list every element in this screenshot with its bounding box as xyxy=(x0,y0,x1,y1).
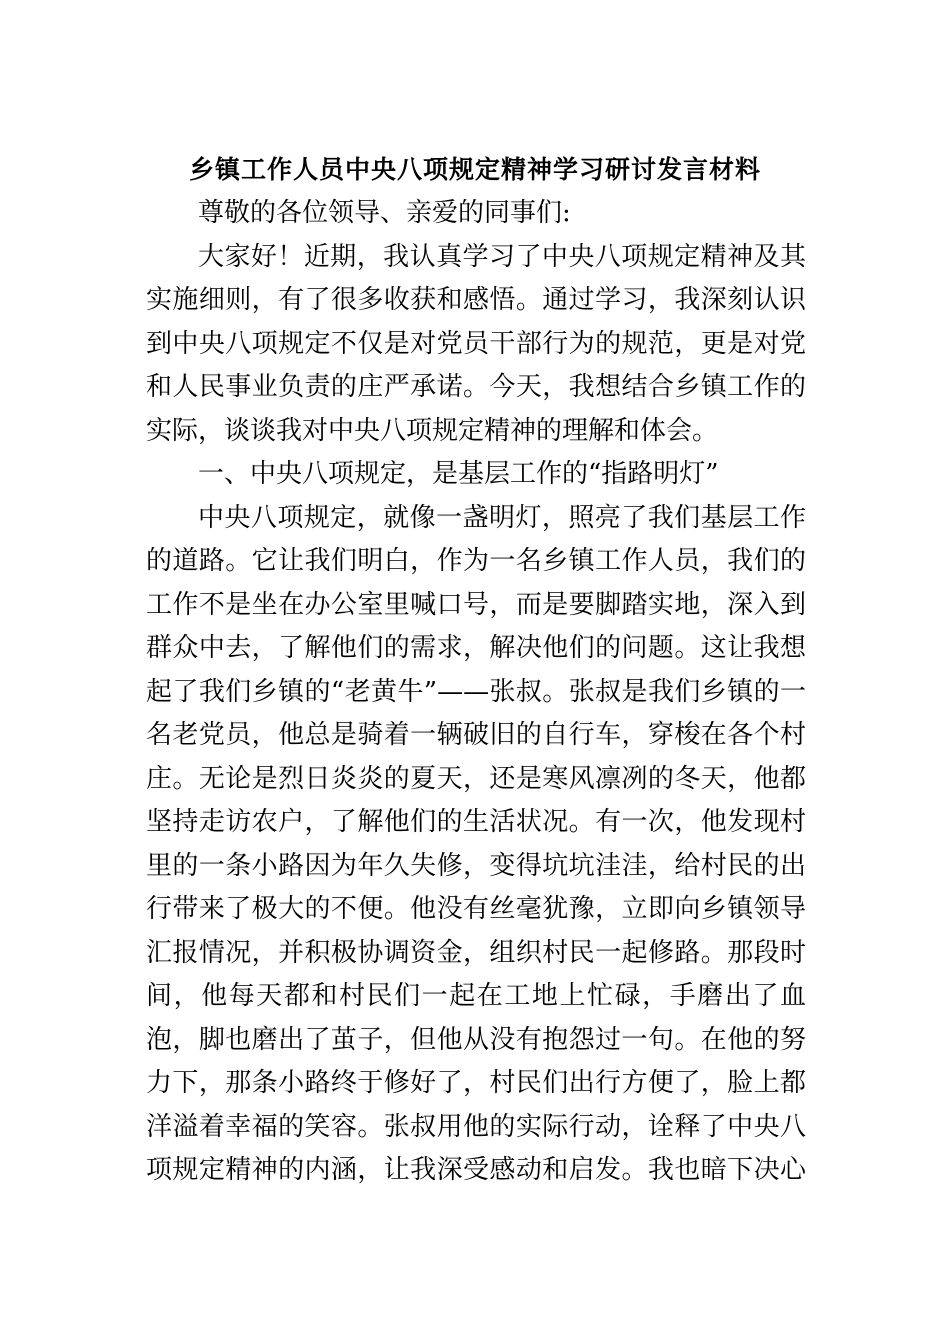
document-body xyxy=(146,192,806,1193)
section-heading-1: 一、中央八项规定，是基层工作的“指路明灯” xyxy=(198,459,719,489)
document-title: 乡镇工作人员中央八项规定精神学习研讨发言材料 xyxy=(188,155,761,184)
salutation-paragraph: 尊敬的各位领导、亲爱的同事们: xyxy=(198,198,571,228)
body-paragraph-1: 中央八项规定，就像一盏明灯，照亮了我们基层工作的道路。它让我们明白，作为一名乡镇工作人员，我们的工作不是坐在办公室里喊口号，而是要脚踏实地，深入到群众中去，了解他们的需求，解决他们的问题。这让我想起了我们乡镇的“老黄牛”——张叔。张叔是我们乡镇的一名老党员，他总是骑着一辆破旧的自行车，穿梭在各个村庄。无论是烈日炎炎的夏天，还是寒风凛冽的冬天，他都坚持走访农户，了解他们的生活状况。有一次，他发现村里的一条小路因为年久失修，变得坑坑洼洼，给村民的出行带来了极大的不便。他没有丝毫犹豫，立即向乡镇领导汇报情况，并积极协调资金，组织村民一起修路。那段时间，他每天都和村民们一起在工地上忙碌，手磨出了血泡，脚也磨出了茧子，但他从没有抱怨过一句。在他的努力下，那条小路终于修好了，村民们出行方便了，脸上都洋溢着幸福的笑容。张叔用他的实际行动，诠释了中央八项规定精神的内涵，让我深受感动和启发。我也暗下决心 xyxy=(146,502,806,1185)
intro-paragraph: 大家好！近期，我认真学习了中央八项规定精神及其实施细则，有了很多收获和感悟。通过学习，我深刻认识到中央八项规定不仅是对党员干部行为的规范，更是对党和人民事业负责的庄严承诺。今天，我想结合乡镇工作的实际，谈谈我对中央八项规定精神的理解和体会。 xyxy=(146,241,806,446)
